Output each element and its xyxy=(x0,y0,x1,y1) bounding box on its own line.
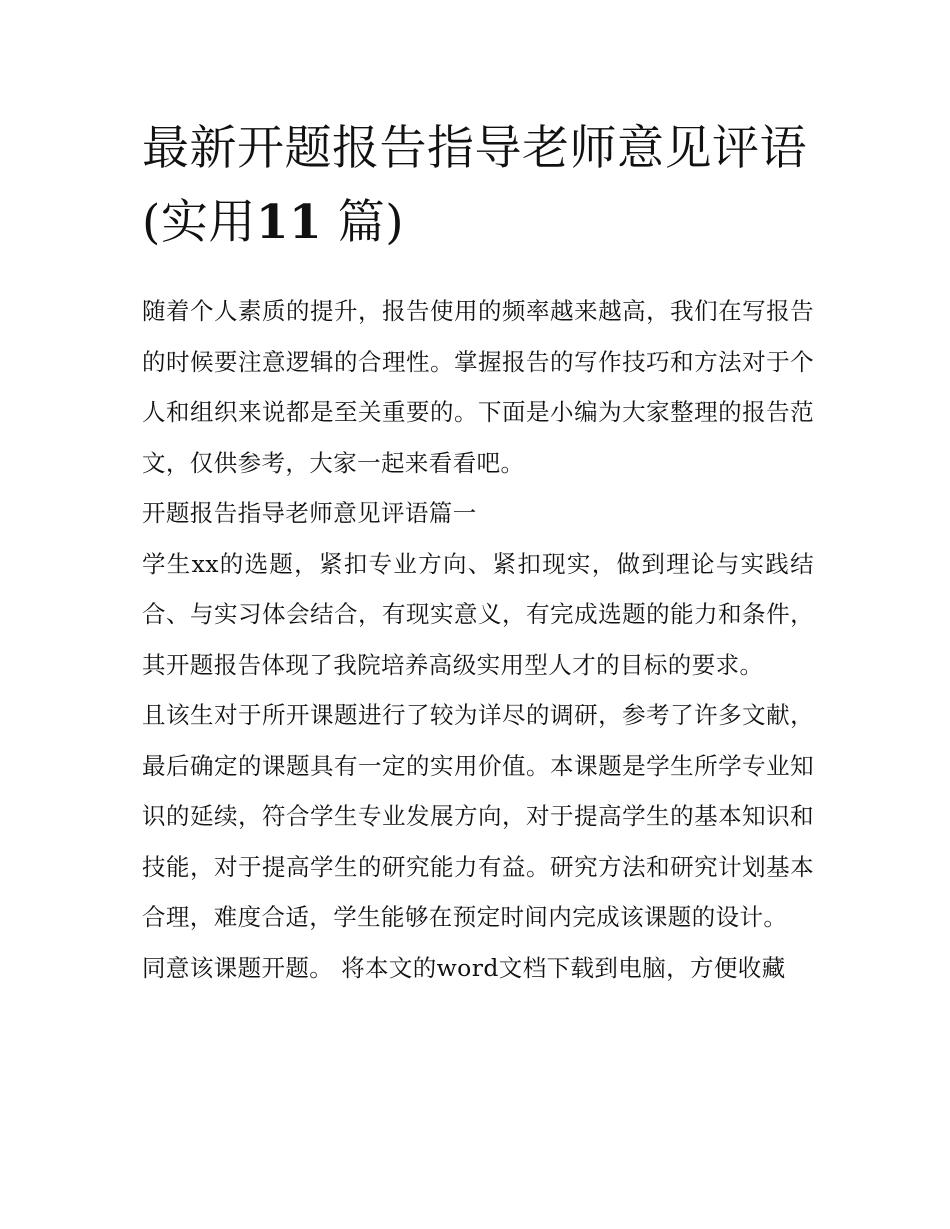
title-text-part1: 最新开题报告指导老师意见评语(实用 xyxy=(142,121,807,250)
body-paragraph-2: 且该生对于所开课题进行了较为详尽的调研，参考了许多文献，最后确定的课题具有一定的实用价值。本课题是学生所学专业知识的延续，符合学生专业发展方向，对于提高学生的基本知识和技能，对于提高学生的研究能力有益。研究方法和研究计划基本合理，难度合适，学生能够在预定时间内完成该课题的设计。 xyxy=(142,701,814,931)
body-paragraph-1: 学生xx的选题，紧扣专业方向、紧扣现实，做到理论与实践结合、与实习体会结合，有现实意义，有完成选题的能力和条件，其开题报告体现了我院培养高级实用型人才的目标的要求。 xyxy=(142,549,814,679)
intro-paragraph: 随着个人素质的提升，报告使用的频率越来越高，我们在写报告的时候要注意逻辑的合理性。掌握报告的写作技巧和方法对于个人和组织来说都是至关重要的。下面是小编为大家整理的报告范文，仅供参考，大家一起来看看吧。 xyxy=(142,297,814,477)
section-heading: 开题报告指导老师意见评语篇一 xyxy=(142,499,477,527)
title-number: 11 xyxy=(255,195,323,250)
document-title xyxy=(142,112,814,260)
document-page xyxy=(142,112,814,993)
body-paragraph-3: 同意该课题开题。 将本文的word文档下载到电脑，方便收藏 xyxy=(142,953,786,982)
title-text-part2: 篇) xyxy=(337,195,405,250)
